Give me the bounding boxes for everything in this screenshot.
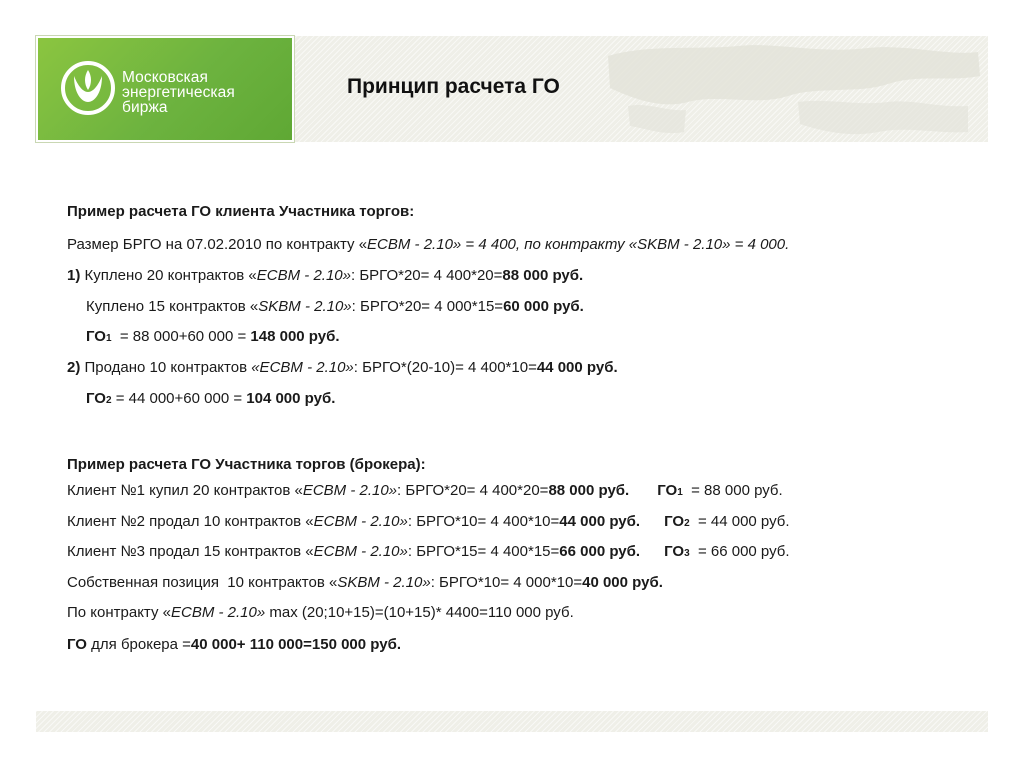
client1-result: 88 000 руб.	[548, 482, 630, 499]
client2-go-subscript: 2	[684, 518, 690, 529]
logo-box	[36, 36, 294, 142]
client2-go-label: ГО	[664, 513, 685, 530]
step2-text-1: Продано 10 контрактов	[80, 359, 252, 376]
total-label: ГО	[67, 636, 87, 653]
client3-go-value: = 66 000 руб.	[689, 543, 790, 560]
client3-contract: ECBM - 2.10»	[313, 543, 408, 560]
step2-number: 2)	[67, 359, 81, 376]
step2-line	[67, 359, 618, 377]
by-contract-contract: ECBM - 2.10»	[170, 604, 266, 621]
client2-result: 44 000 руб.	[559, 513, 641, 530]
client3-go-subscript: 3	[684, 548, 690, 559]
own-text-1: Собственная позиция 10 контрактов «	[67, 574, 338, 591]
step1b-line	[86, 298, 584, 316]
by-contract-text-1: По контракту «	[67, 604, 171, 621]
logo-line-1: Московская	[122, 69, 208, 86]
step1-text-1: Куплено 20 контрактов «	[80, 267, 257, 284]
client2-line	[67, 513, 790, 533]
client2-contract: ECBM - 2.10»	[313, 513, 408, 530]
footer-band	[36, 711, 988, 732]
go1-subscript: 1	[105, 333, 112, 344]
total-text: для брокера =	[86, 636, 191, 653]
by-contract-text-2: max (20;10+15)=(10+15)* 4400=110 000 руб.	[265, 604, 574, 621]
step1b-result: 60 000 руб.	[503, 298, 584, 315]
step1b-contract: SKBM - 2.10»	[258, 298, 352, 315]
go2-subscript: 2	[105, 395, 112, 406]
client3-result: 66 000 руб.	[559, 543, 641, 560]
total-result: 40 000+ 110 000=150 000 руб.	[190, 636, 402, 653]
go1-text: = 88 000+60 000 =	[111, 328, 251, 345]
step1-result: 88 000 руб.	[502, 267, 584, 284]
go2-label: ГО	[86, 390, 106, 407]
brgo-text-1: Размер БРГО на 07.02.2010 по контракту «	[67, 236, 368, 253]
world-map-decoration	[568, 36, 988, 142]
micex-energy-leaf-icon	[60, 60, 116, 116]
go1-result: 148 000 руб.	[250, 328, 340, 345]
go2-result: 104 000 руб.	[246, 390, 336, 407]
client2-text-2: : БРГО*10= 4 400*10=	[407, 513, 560, 530]
step1-number: 1)	[67, 267, 81, 284]
client2-go-value: = 44 000 руб.	[689, 513, 790, 530]
own-text-2: : БРГО*10= 4 000*10=	[430, 574, 583, 591]
logo-text	[122, 70, 235, 115]
step1b-text-1: Куплено 15 контрактов «	[86, 298, 259, 315]
broker-total-line	[67, 636, 401, 654]
page-title: Принцип расчета ГО	[347, 75, 560, 98]
step1-contract: ECBM - 2.10»	[256, 267, 351, 284]
logo-line-3: биржа	[122, 99, 168, 116]
go1-label: ГО	[86, 328, 106, 345]
own-result: 40 000 руб.	[582, 574, 663, 591]
client3-line	[67, 543, 790, 563]
by-contract-line	[67, 604, 574, 622]
brgo-text-2: ECBM - 2.10» = 4 400, по контракту «SKBM - 2.10» = 4 000.	[367, 236, 790, 253]
client1-go-value: = 88 000 руб.	[682, 482, 783, 499]
go2-text: = 44 000+60 000 =	[111, 390, 247, 407]
go2-line	[86, 390, 335, 410]
client1-line	[67, 482, 783, 502]
client1-text-2: : БРГО*20= 4 400*20=	[397, 482, 549, 499]
own-position-line	[67, 574, 663, 592]
section2-heading: Пример расчета ГО Участника торгов (брокера):	[67, 456, 426, 473]
step1b-text-2: : БРГО*20= 4 000*15=	[351, 298, 504, 315]
go1-line	[86, 328, 340, 348]
step2-text-2: : БРГО*(20-10)= 4 400*10=	[353, 359, 537, 376]
client2-text-1: Клиент №2 продал 10 контрактов «	[67, 513, 314, 530]
client3-text-1: Клиент №3 продал 15 контрактов «	[67, 543, 314, 560]
client1-text-1: Клиент №1 купил 20 контрактов «	[67, 482, 303, 499]
step1-text-2: : БРГО*20= 4 400*20=	[351, 267, 503, 284]
logo-line-2: энергетическая	[122, 84, 235, 101]
step2-contract: «ECBM - 2.10»	[251, 359, 354, 376]
own-contract: SKBM - 2.10»	[337, 574, 431, 591]
step2-result: 44 000 руб.	[536, 359, 618, 376]
client1-go-subscript: 1	[677, 487, 683, 498]
client1-go-label: ГО	[657, 482, 678, 499]
step1-line	[67, 267, 583, 285]
section1-heading: Пример расчета ГО клиента Участника торгов:	[67, 203, 415, 220]
client3-text-2: : БРГО*15= 4 400*15=	[407, 543, 560, 560]
client3-go-label: ГО	[664, 543, 685, 560]
brgo-line	[67, 236, 789, 254]
client1-contract: ECBM - 2.10»	[302, 482, 398, 499]
